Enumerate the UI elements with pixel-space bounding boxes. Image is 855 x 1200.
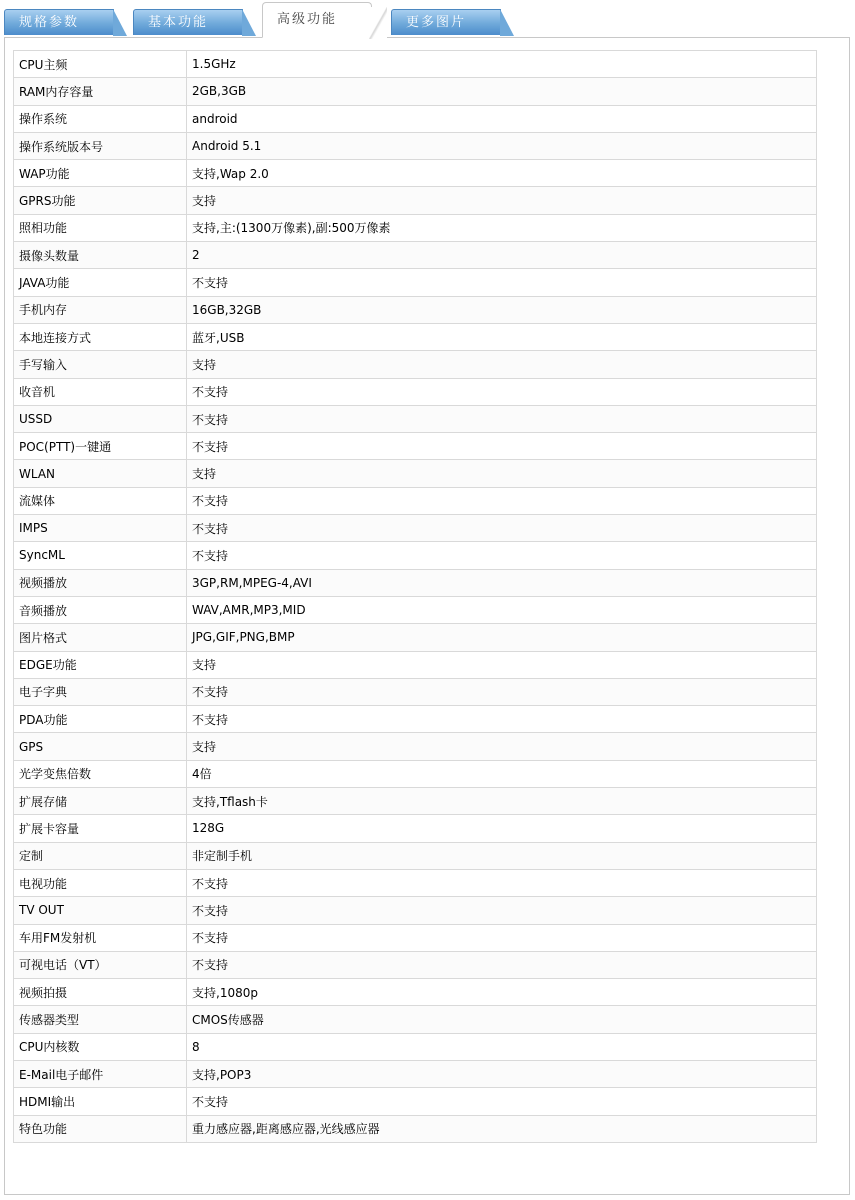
spec-value: 不支持: [187, 378, 817, 405]
spec-value: 8: [187, 1033, 817, 1060]
spec-value: android: [187, 105, 817, 132]
spec-value: 蓝牙,USB: [187, 323, 817, 350]
spec-value: 支持: [187, 651, 817, 678]
spec-value: CMOS传感器: [187, 1006, 817, 1033]
spec-value: 不支持: [187, 515, 817, 542]
spec-label: 扩展卡容量: [14, 815, 187, 842]
spec-label: SyncML: [14, 542, 187, 569]
spec-value: 支持,1080p: [187, 979, 817, 1006]
spec-value: 2: [187, 242, 817, 269]
spec-label: EDGE功能: [14, 651, 187, 678]
spec-label: 音频播放: [14, 596, 187, 623]
table-row: [14, 596, 817, 623]
spec-label: CPU主频: [14, 51, 187, 78]
table-row: [14, 1115, 817, 1142]
tab-more-images[interactable]: 更多图片: [391, 9, 501, 35]
table-row: [14, 1088, 817, 1115]
spec-label: 图片格式: [14, 624, 187, 651]
spec-label: WLAN: [14, 460, 187, 487]
spec-value: 非定制手机: [187, 842, 817, 869]
spec-value: 不支持: [187, 487, 817, 514]
spec-label: WAP功能: [14, 160, 187, 187]
spec-label: 电子字典: [14, 678, 187, 705]
table-row: [14, 569, 817, 596]
spec-label: 手机内存: [14, 296, 187, 323]
spec-label: 本地连接方式: [14, 323, 187, 350]
spec-value: 不支持: [187, 405, 817, 432]
table-row: [14, 269, 817, 296]
spec-label: GPS: [14, 733, 187, 760]
table-row: [14, 542, 817, 569]
spec-label: 视频拍摄: [14, 979, 187, 1006]
spec-value: 2GB,3GB: [187, 78, 817, 105]
spec-value: 不支持: [187, 678, 817, 705]
spec-table-body: [14, 51, 817, 1143]
table-row: [14, 924, 817, 951]
table-row: [14, 132, 817, 159]
table-row: [14, 405, 817, 432]
tab-basic-features[interactable]: 基本功能: [133, 9, 243, 35]
spec-value: 支持: [187, 351, 817, 378]
spec-label: 手写输入: [14, 351, 187, 378]
spec-value: 支持,Wap 2.0: [187, 160, 817, 187]
table-row: [14, 105, 817, 132]
spec-value: 不支持: [187, 706, 817, 733]
spec-value: 不支持: [187, 951, 817, 978]
table-row: [14, 1033, 817, 1060]
spec-label: 操作系统版本号: [14, 132, 187, 159]
spec-table: [13, 50, 817, 1143]
spec-value: 16GB,32GB: [187, 296, 817, 323]
spec-value: 支持,Tflash卡: [187, 788, 817, 815]
table-row: [14, 351, 817, 378]
spec-label: 可视电话（VT）: [14, 951, 187, 978]
table-row: [14, 897, 817, 924]
spec-label: CPU内核数: [14, 1033, 187, 1060]
spec-label: PDA功能: [14, 706, 187, 733]
spec-value: 不支持: [187, 542, 817, 569]
spec-value: 重力感应器,距离感应器,光线感应器: [187, 1115, 817, 1142]
spec-label: USSD: [14, 405, 187, 432]
spec-label: HDMI输出: [14, 1088, 187, 1115]
spec-value: 支持,POP3: [187, 1060, 817, 1087]
tab-bar: [0, 0, 855, 38]
table-row: [14, 214, 817, 241]
table-row: [14, 760, 817, 787]
spec-label: 操作系统: [14, 105, 187, 132]
spec-value: Android 5.1: [187, 132, 817, 159]
spec-label: 车用FM发射机: [14, 924, 187, 951]
spec-label: 光学变焦倍数: [14, 760, 187, 787]
spec-value: WAV,AMR,MP3,MID: [187, 596, 817, 623]
spec-label: IMPS: [14, 515, 187, 542]
spec-value: 不支持: [187, 897, 817, 924]
spec-value: 支持: [187, 187, 817, 214]
spec-value: 不支持: [187, 269, 817, 296]
table-row: [14, 651, 817, 678]
spec-label: 扩展存储: [14, 788, 187, 815]
table-row: [14, 515, 817, 542]
table-row: [14, 979, 817, 1006]
table-row: [14, 433, 817, 460]
spec-label: E-Mail电子邮件: [14, 1060, 187, 1087]
table-row: [14, 869, 817, 896]
table-row: [14, 242, 817, 269]
spec-label: 电视功能: [14, 869, 187, 896]
table-row: [14, 51, 817, 78]
spec-value: 不支持: [187, 433, 817, 460]
table-row: [14, 706, 817, 733]
spec-label: 流媒体: [14, 487, 187, 514]
spec-value: 3GP,RM,MPEG-4,AVI: [187, 569, 817, 596]
spec-label: 收音机: [14, 378, 187, 405]
table-row: [14, 951, 817, 978]
spec-label: JAVA功能: [14, 269, 187, 296]
table-row: [14, 78, 817, 105]
spec-value: 4倍: [187, 760, 817, 787]
table-row: [14, 678, 817, 705]
table-row: [14, 160, 817, 187]
spec-value: 不支持: [187, 924, 817, 951]
spec-value: 支持,主:(1300万像素),副:500万像素: [187, 214, 817, 241]
spec-label: 照相功能: [14, 214, 187, 241]
tab-advanced-features[interactable]: 高级功能: [262, 2, 372, 38]
spec-label: GPRS功能: [14, 187, 187, 214]
spec-value: 支持: [187, 733, 817, 760]
spec-value: 128G: [187, 815, 817, 842]
tab-specs[interactable]: 规格参数: [4, 9, 114, 35]
table-row: [14, 1060, 817, 1087]
table-row: [14, 323, 817, 350]
spec-label: POC(PTT)一键通: [14, 433, 187, 460]
spec-label: 定制: [14, 842, 187, 869]
table-row: [14, 187, 817, 214]
table-row: [14, 378, 817, 405]
spec-label: RAM内存容量: [14, 78, 187, 105]
spec-label: 视频播放: [14, 569, 187, 596]
spec-value: 不支持: [187, 869, 817, 896]
spec-value: 1.5GHz: [187, 51, 817, 78]
spec-value: 不支持: [187, 1088, 817, 1115]
spec-value: JPG,GIF,PNG,BMP: [187, 624, 817, 651]
table-row: [14, 733, 817, 760]
spec-label: 特色功能: [14, 1115, 187, 1142]
spec-value: 支持: [187, 460, 817, 487]
table-row: [14, 1006, 817, 1033]
spec-label: 传感器类型: [14, 1006, 187, 1033]
table-row: [14, 624, 817, 651]
table-row: [14, 788, 817, 815]
table-row: [14, 842, 817, 869]
table-row: [14, 487, 817, 514]
spec-label: 摄像头数量: [14, 242, 187, 269]
table-row: [14, 460, 817, 487]
table-row: [14, 296, 817, 323]
table-row: [14, 815, 817, 842]
spec-label: TV OUT: [14, 897, 187, 924]
